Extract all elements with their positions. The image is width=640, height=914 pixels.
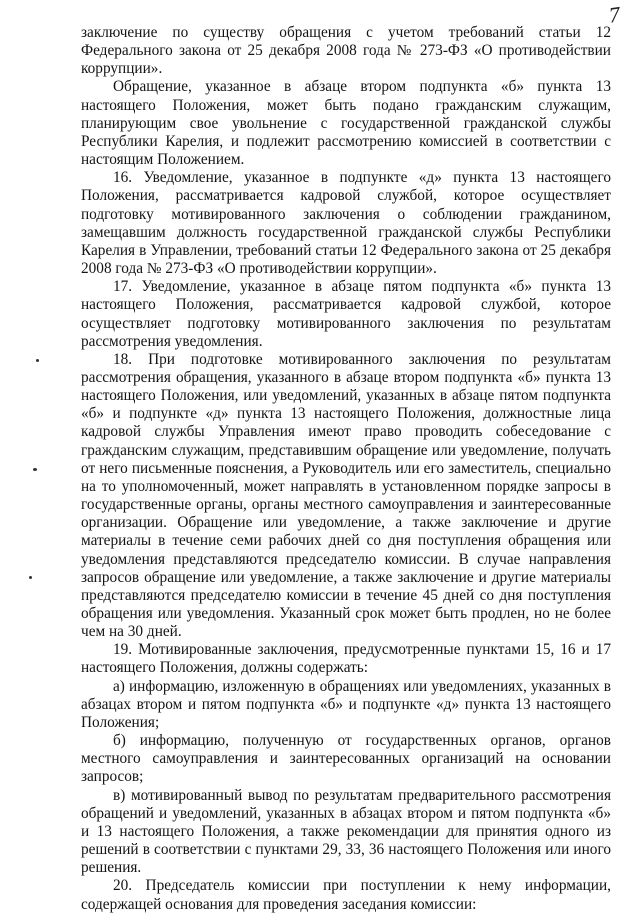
scan-speck	[36, 359, 39, 362]
document-body	[81, 24, 611, 914]
paragraph-17: 17. Уведомление, указанное в абзаце пятом подпункта «б» пункта 13 настоящего Положения, рассматривается кадровой службой, которое осуществляет подготовку мотивированного заключения по результатам рассмотрения уведомления.	[81, 278, 611, 350]
paragraph: Обращение, указанное в абзаце втором подпункта «б» пункта 13 настоящего Положения, может быть подано гражданским служащим, планирующим свое увольнение с государственной гражданской службы Республики Карелия, и подлежит рассмотрению комиссией в соответствии с настоящим Положением.	[81, 78, 611, 169]
paragraph-19-c: в) мотивированный вывод по результатам предварительного рассмотрения обращений и уведомлений, указанных в абзацах втором и пятом подпункта «б» и 13 настоящего Положения, а также рекомендации для принятия одного из решений в соответствии с пунктами 29, 33, 36 настоящего Положения или иного решения.	[81, 786, 611, 877]
paragraph-16: 16. Уведомление, указанное в подпункте «д» пункта 13 настоящего Положения, рассматривается кадровой службой, которое осуществляет подготовку мотивированного заключения о соблюдении гражданином, замещавшим должность государственной гражданской службы Республики Карелия в Управлении, требований статьи 12 Федерального закона от 25 декабря 2008 года № 273-ФЗ «О противодействии коррупции».	[81, 169, 611, 278]
paragraph-18: 18. При подготовке мотивированного заключения по результатам рассмотрения обращения, указанного в абзаце втором подпункта «б» пункта 13 настоящего Положения, или уведомлений, указанных в абзаце пятом подпункта «б» и подпункте «д» пункта 13 настоящего Положения, должностные лица кадровой службы Управления имеют право проводить собеседование с гражданским служащим, представившим обращение или уведомление, получать от него письменные пояснения, а Руководитель или его заместитель, специально на то уполномоченный, может направлять в установленном порядке запросы в государственные органы, органы местного самоуправления и заинтересованные организации. Обращение или уведомление, а также заключение и другие материалы в течение семи рабочих дней со дня поступления обращения или уведомления представляются председателю комиссии. В случае направления запросов обращение или уведомление, а также заключение и другие материалы представляются председателю комиссии в течение 45 дней со дня поступления обращения или уведомления. Указанный срок может быть продлен, но не более чем на 30 дней.	[81, 350, 611, 641]
scan-speck	[33, 468, 37, 471]
paragraph-20: 20. Председатель комиссии при поступлении к нему информации, содержащей основания для проведения заседания комиссии:	[81, 877, 611, 913]
scan-speck	[29, 576, 32, 579]
paragraph-19-a: а) информацию, изложенную в обращениях или уведомлениях, указанных в абзацах втором и пятом подпункта «б» и подпункте «д» пункта 13 настоящего Положения;	[81, 677, 611, 731]
paragraph-19: 19. Мотивированные заключения, предусмотренные пунктами 15, 16 и 17 настоящего Положения, должны содержать:	[81, 641, 611, 677]
page-number: 7	[607, 1, 622, 28]
paragraph-19-b: б) информацию, полученную от государственных органов, органов местного самоуправления и заинтересованных организаций на основании запросов;	[81, 732, 611, 786]
paragraph-continuation: заключение по существу обращения с учетом требований статьи 12 Федерального закона от 25 декабря 2008 года № 273-ФЗ «О противодействии коррупции».	[81, 24, 611, 78]
